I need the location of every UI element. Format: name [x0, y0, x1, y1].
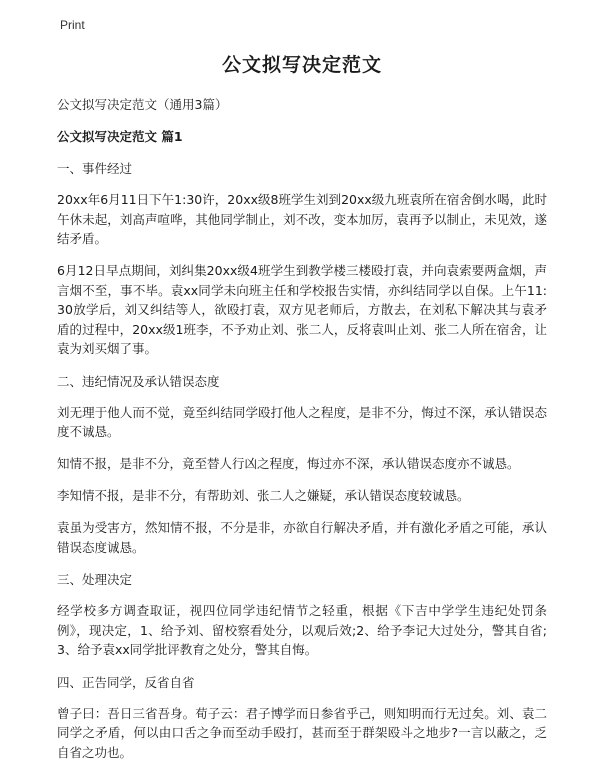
paragraph: 李知情不报，是非不分，有帮助刘、张二人之嫌疑，承认错误态度较诚恳。	[57, 488, 470, 503]
paragraph: 6月12日早点期间，刘纠集20xx级4班学生到教学楼三楼殴打袁，并向袁索要两盒烟，声言烟不至，事不毕。袁xx同学未向班主任和学校报告实情，亦纠结同学以自保。上午11:30放学后，刘又纠结等人，欲殴打袁，双方见老师后，方散去，在刘私下解决其与袁矛盾的过程中，20xx级1班李，不予劝止刘、张二人，反将袁叫止刘、张二人所在宿舍，让袁为刘买烟了事。	[57, 263, 547, 356]
section-heading-3: 三、处理决定	[57, 572, 133, 587]
paragraph: 经学校多方调查取证，视四位同学违纪情节之轻重，根据《下吉中学学生违纪处罚条例》，现决定，1、给予刘、留校察看处分，以观后效;2、给予李记大过处分，警其自省;3、给予袁xx同学批评教育之处分，警其自悔。	[57, 603, 547, 657]
paragraph: 曾子曰：吾日三省吾身。荀子云：君子博学而日参省乎己，则知明而行无过矣。刘、袁二同学之矛盾，何以由口舌之争而至动手殴打，甚而至于群架殴斗之地步?一言以蔽之，乏自省之功也。	[57, 705, 547, 760]
paragraph: 刘无理于他人而不觉，竟至纠结同学殴打他人之程度，是非不分，悔过不深，承认错误态度不诚恳。	[57, 404, 547, 439]
document-subtitle: 公文拟写决定范文（通用3篇）	[57, 97, 228, 112]
paragraph: 知情不报，是非不分，竟至替人行凶之程度，悔过亦不深，承认错误态度亦不诚恳。	[57, 456, 520, 471]
section-heading-4: 四、正告同学，反省自省	[57, 674, 195, 690]
paragraph: 袁虽为受害方，然知情不报，不分是非，亦欲自行解决矛盾，并有激化矛盾之可能，承认错误态度诚恳。	[57, 520, 547, 555]
section-heading-1: 一、事件经过	[57, 161, 133, 176]
section-heading-2: 二、违纪情况及承认错误态度	[57, 373, 220, 389]
document-page	[57, 50, 547, 775]
section-title: 公文拟写决定范文 篇1	[57, 129, 183, 144]
paragraph: 20xx年6月11日下午1:30许，20xx级8班学生刘到20xx级九班袁所在宿舍倒水喝，此时午休未起，刘高声喧哗，其他同学制止，刘不改，变本加厉，袁再予以制止，未见效，遂结矛盾。	[57, 192, 547, 246]
document-title: 公文拟写决定范文	[221, 54, 382, 76]
print-label: Print	[60, 18, 85, 32]
